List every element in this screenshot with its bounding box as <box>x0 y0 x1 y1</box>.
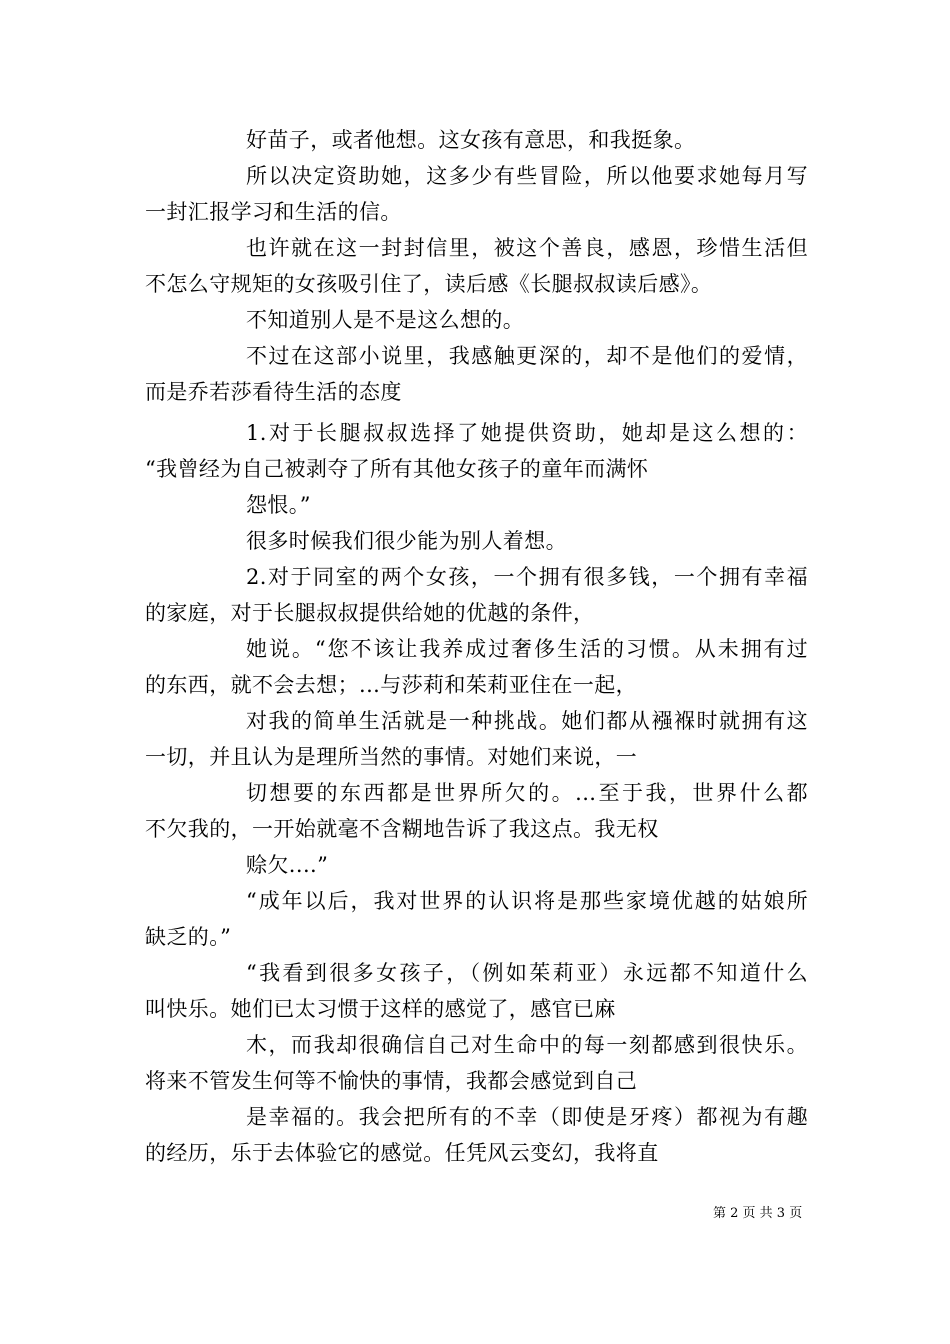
text-line: 而是乔若莎看待生活的态度 <box>145 380 402 404</box>
text-line: 木，而我却很确信自己对生命中的每一刻都感到很快乐。 <box>246 1033 808 1057</box>
text-line: 对我的简单生活就是一种挑战。她们都从襁褓时就拥有这 <box>246 709 808 733</box>
text-line: “我看到很多女孩子，（例如茱莉亚）永远都不知道什么 <box>246 961 808 985</box>
text-line: 她说。“您不该让我养成过奢侈生活的习惯。从未拥有过 <box>246 637 808 661</box>
text-line: 将来不管发生何等不愉快的事情，我都会感觉到自己 <box>145 1069 638 1093</box>
text-line: 不怎么守规矩的女孩吸引住了，读后感《长腿叔叔读后感》。 <box>145 272 713 296</box>
text-line: “我曾经为自己被剥夺了所有其他女孩子的童年而满怀 <box>145 457 649 481</box>
text-line: 一切，并且认为是理所当然的事情。对她们来说，一 <box>145 745 638 769</box>
text-line: 是幸福的。我会把所有的不幸（即使是牙疼）都视为有趣 <box>246 1105 808 1129</box>
text-line: “成年以后，我对世界的认识将是那些家境优越的姑娘所 <box>246 889 808 913</box>
text-line: 不过在这部小说里，我感触更深的，却不是他们的爱情， <box>246 344 808 368</box>
text-line: 缺乏的。” <box>145 925 232 949</box>
text-line: 赊欠....” <box>246 853 329 877</box>
text-line: 的经历，乐于去体验它的感觉。任凭风云变幻，我将直 <box>145 1141 659 1165</box>
page-number-footer: 第 2 页 共 3 页 <box>713 1206 803 1221</box>
text-line: 不欠我的，一开始就毫不含糊地告诉了我这点。我无权 <box>145 817 659 841</box>
text-line: 也许就在这一封封信里，被这个善良，感恩，珍惜生活但 <box>246 236 808 260</box>
text-line: 1.对于长腿叔叔选择了她提供资助，她却是这么想的： <box>246 421 808 445</box>
text-line: 很多时候我们很少能为别人着想。 <box>246 529 567 553</box>
text-line: 怨恨。” <box>246 493 311 517</box>
text-line: 一封汇报学习和生活的信。 <box>145 200 402 224</box>
text-line: 切想要的东西都是世界所欠的。...至于我，世界什么都 <box>246 781 808 805</box>
text-line: 叫快乐。她们已太习惯于这样的感觉了，感官已麻 <box>145 997 616 1021</box>
text-line: 的家庭，对于长腿叔叔提供给她的优越的条件， <box>145 601 595 625</box>
text-line: 好苗子，或者他想。这女孩有意思，和我挺象。 <box>246 128 696 152</box>
text-line: 2.对于同室的两个女孩，一个拥有很多钱，一个拥有幸福 <box>246 565 808 589</box>
text-line: 所以决定资助她，这多少有些冒险，所以他要求她每月写 <box>246 164 808 188</box>
text-line: 的东西，就不会去想；...与莎莉和茱莉亚住在一起， <box>145 673 638 697</box>
text-line: 不知道别人是不是这么想的。 <box>246 308 525 332</box>
